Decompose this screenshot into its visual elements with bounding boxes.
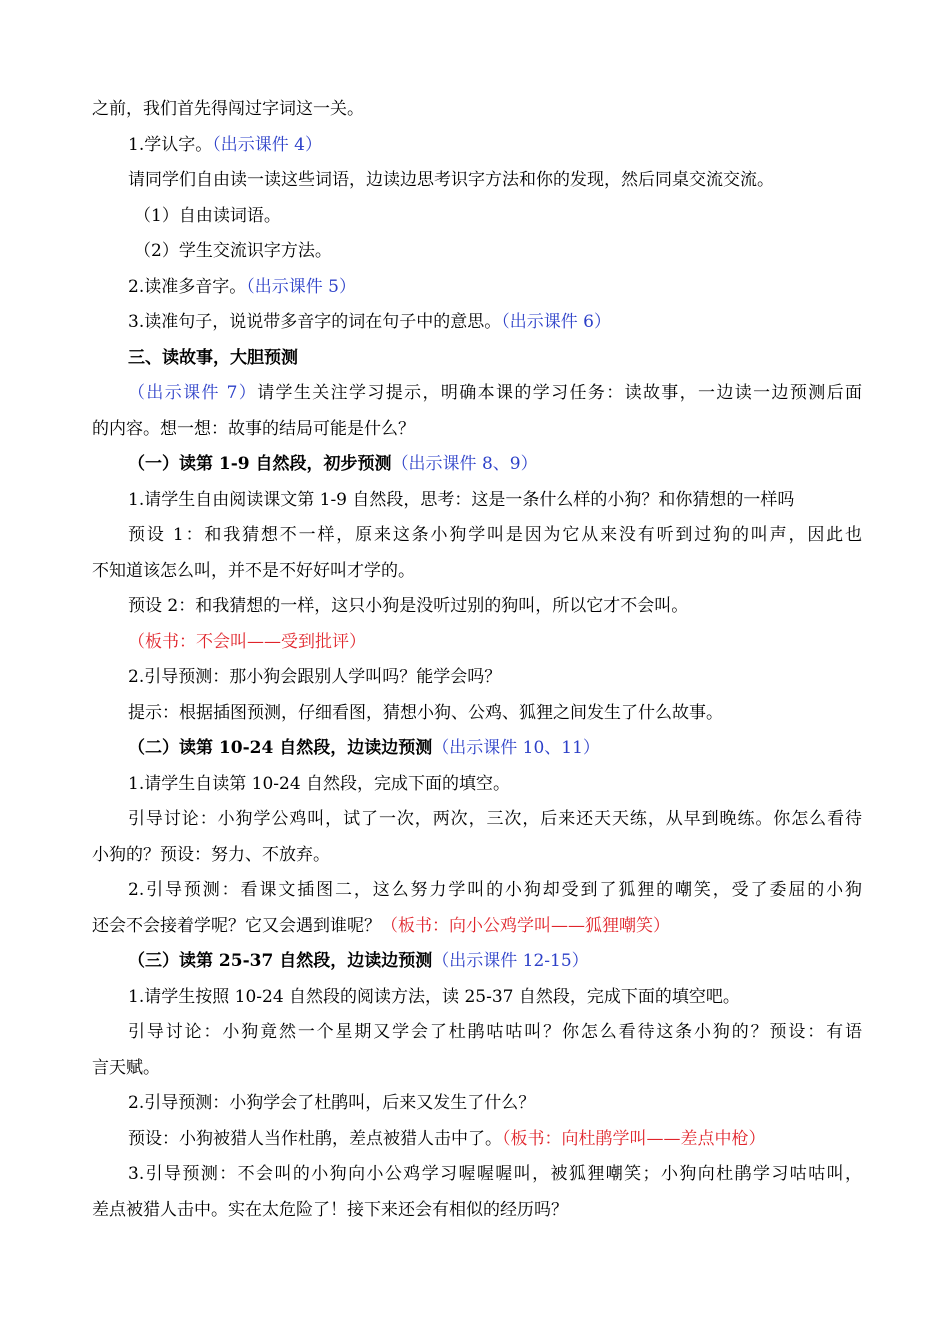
courseware-note: （出示课件 12-15） <box>432 951 589 971</box>
paragraph-line <box>92 589 862 625</box>
text-span: 预设：小狗被猎人当作杜鹃，差点被猎人击中了。 <box>128 1128 502 1149</box>
paragraph-line <box>92 305 862 341</box>
heading-text: （二）读第 10-24 自然段，边读边预测 <box>128 738 433 758</box>
paragraph-line <box>92 838 862 874</box>
text-span: 引导讨论：小狗竟然一个星期又学会了杜鹃咕咕叫？你怎么看待这条小狗的？预设：有语 <box>128 1022 862 1042</box>
board-note: （板书：不会叫——受到批评） <box>128 631 366 652</box>
text-span: 预设 2：和我猜想的一样，这只小狗是没听过别的狗叫，所以它才不会叫。 <box>128 596 689 616</box>
courseware-note: （出示课件 5） <box>246 276 356 297</box>
paragraph-line <box>92 128 862 164</box>
paragraph-line <box>92 483 862 519</box>
paragraph-line <box>92 554 862 590</box>
text-span: 引导讨论：小狗学公鸡叫，试了一次，两次，三次，后来还天天练，从早到晚练。你怎么看待 <box>128 809 862 829</box>
text-span: 请学生关注学习提示，明确本课的学习任务：读故事，一边读一边预测后面 <box>257 383 862 403</box>
heading-text: （三）读第 25-37 自然段，边读边预测 <box>128 951 433 971</box>
text-span: 言天赋。 <box>92 1057 160 1078</box>
paragraph-line <box>92 1122 862 1158</box>
paragraph-line <box>92 909 862 945</box>
subsection-heading <box>92 731 862 767</box>
text-span: 不知道该怎么叫，并不是不好好叫才学的。 <box>92 560 415 581</box>
subsection-heading <box>92 944 862 980</box>
heading-text: 三、读故事，大胆预测 <box>128 347 298 368</box>
text-span: 2.读准多音字。 <box>128 276 247 297</box>
text-span: 小狗的？预设：努力、不放弃。 <box>92 844 330 865</box>
paragraph-line <box>92 1193 862 1229</box>
text-span: 之前，我们首先得闯过字词这一关。 <box>92 99 364 119</box>
paragraph-line <box>92 1015 862 1051</box>
paragraph-line <box>92 234 862 270</box>
courseware-note: （出示课件 4） <box>212 134 322 155</box>
text-span: 还会不会接着学呢？它又会遇到谁呢？ <box>92 915 381 936</box>
text-span: 1.学认字。 <box>128 134 213 155</box>
board-note: （板书：向杜鹃学叫——差点中枪） <box>502 1128 766 1149</box>
paragraph-line <box>92 518 862 554</box>
text-span: 提示：根据插图预测，仔细看图，猜想小狗、公鸡、狐狸之间发生了什么故事。 <box>128 702 723 723</box>
courseware-note: （出示课件 6） <box>501 312 611 332</box>
text-span: 3.引导预测：不会叫的小狗向小公鸡学习喔喔喔叫，被狐狸嘲笑；小狗向杜鹃学习咕咕叫， <box>128 1164 862 1184</box>
paragraph-line <box>92 1086 862 1122</box>
paragraph-line <box>92 199 862 235</box>
text-span: 1.请学生按照 10-24 自然段的阅读方法，读 25-37 自然段，完成下面的填空吧。 <box>128 986 740 1007</box>
heading-text: （一）读第 1-9 自然段，初步预测 <box>128 454 392 474</box>
section-heading <box>92 341 862 377</box>
text-span: 的内容。想一想：故事的结局可能是什么？ <box>92 418 415 439</box>
text-span: 2.引导预测：小狗学会了杜鹃叫，后来又发生了什么？ <box>128 1093 536 1113</box>
text-span: 请同学们自由读一读这些词语，边读边思考识字方法和你的发现，然后同桌交流交流。 <box>128 170 774 190</box>
paragraph-line <box>92 767 862 803</box>
text-span: 2.引导预测：那小狗会跟别人学叫吗？能学会吗？ <box>128 667 502 687</box>
document-page <box>92 92 862 1228</box>
text-span: 3.读准句子，说说带多音字的词在句子中的意思。 <box>128 312 502 332</box>
text-span: 1.请学生自由阅读课文第 1-9 自然段，思考：这是一条什么样的小狗？和你猜想的一样吗 <box>128 489 795 510</box>
paragraph-line <box>92 163 862 199</box>
subsection-heading <box>92 447 862 483</box>
text-span: （2）学生交流识字方法。 <box>134 241 332 261</box>
courseware-note: （出示课件 8、9） <box>391 454 538 474</box>
text-span: 预设 1：和我猜想不一样，原来这条小狗学叫是因为它从来没有听到过狗的叫声，因此也 <box>128 525 862 545</box>
board-note-line <box>92 625 862 661</box>
paragraph-line <box>92 660 862 696</box>
paragraph-line <box>92 92 862 128</box>
text-span: 2.引导预测：看课文插图二，这么努力学叫的小狗却受到了狐狸的嘲笑，受了委屈的小狗 <box>128 880 862 900</box>
paragraph-line <box>92 802 862 838</box>
paragraph-line <box>92 1051 862 1087</box>
board-note: （板书：向小公鸡学叫——狐狸嘲笑） <box>381 915 670 936</box>
text-span: （1）自由读词语。 <box>134 205 281 226</box>
paragraph-line <box>92 1157 862 1193</box>
paragraph-line <box>92 873 862 909</box>
paragraph-line <box>92 270 862 306</box>
paragraph-line <box>92 376 862 412</box>
courseware-note: （出示课件 10、11） <box>432 738 600 758</box>
text-span: 差点被猎人击中。实在太危险了！接下来还会有相似的经历吗？ <box>92 1199 568 1220</box>
paragraph-line <box>92 696 862 732</box>
courseware-note: （出示课件 7） <box>128 383 258 403</box>
paragraph-line <box>92 980 862 1016</box>
text-span: 1.请学生自读第 10-24 自然段，完成下面的填空。 <box>128 773 511 794</box>
paragraph-line <box>92 412 862 448</box>
